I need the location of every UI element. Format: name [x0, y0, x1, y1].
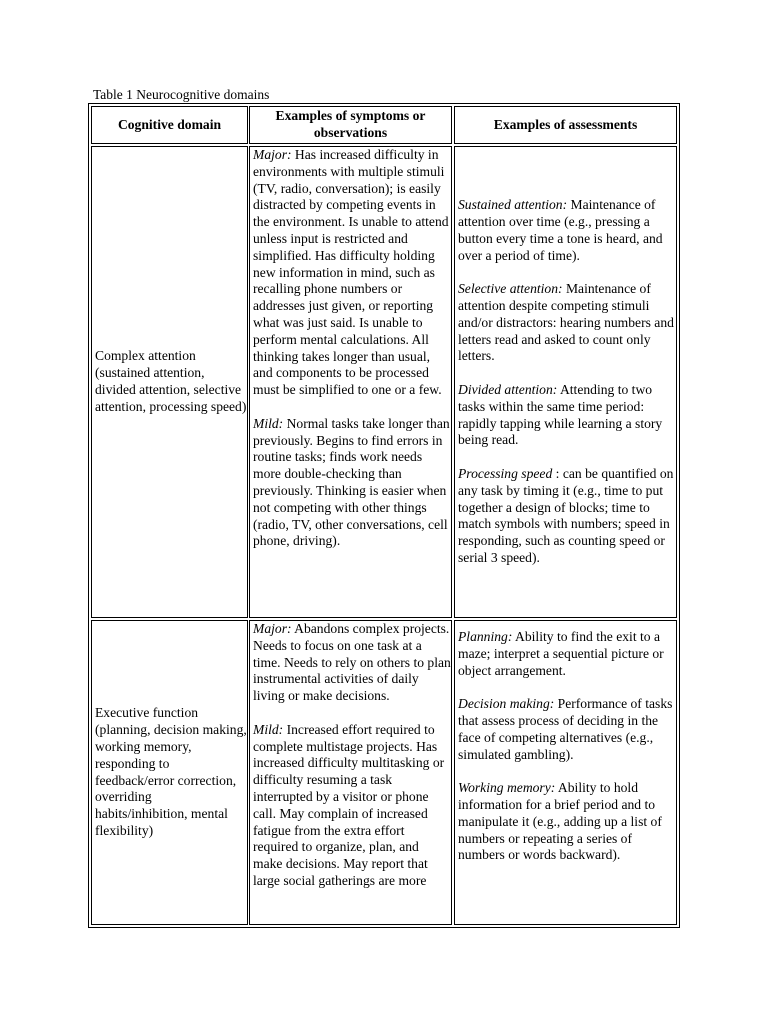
- assessment-item: [458, 696, 676, 763]
- row2-domain-cell: [91, 620, 248, 925]
- assessment-label: Working memory:: [458, 780, 556, 796]
- domain-text: Executive function (planning, decision making, working memory, responding to feedback/error correction, overriding habits/inhibition, mental flexibility): [95, 705, 247, 838]
- assessment-item: [458, 197, 676, 264]
- symptom-mild: [253, 416, 451, 550]
- symptom-label: Major:: [253, 621, 292, 636]
- assessment-item: [458, 629, 676, 679]
- symptom-label: Mild:: [253, 415, 284, 431]
- symptom-major: [253, 147, 451, 399]
- row2-symptoms-cell: [249, 620, 452, 925]
- symptom-text: Has increased difficulty in environments with multiple stimuli (TV, radio, conversation); is easily distracted by competing events in the environment. Is unable to attend unless input is restricted and simplified. Has difficulty holding new information in mind, such as recalling phone numbers or addresses just given, or reporting what was just said. Is unable to perform mental calculations. All thinking takes longer than usual, and components to be processed must be simplified to one or a few.: [253, 147, 449, 398]
- symptom-major: [253, 621, 451, 705]
- assessment-text: Ability to find the exit to a maze; interpret a sequential picture or object arrangement.: [458, 629, 664, 678]
- symptom-mild: [253, 722, 451, 890]
- assessment-label: Divided attention:: [458, 382, 558, 397]
- symptom-text: Normal tasks take longer than previously. Begins to find errors in routine tasks; finds work needs more double-checking than previously. Thinking is easier when not competing with other things (radio, TV, other conversations, cell phone, driving).: [253, 415, 450, 549]
- header-cognitive-domain: [91, 106, 248, 144]
- assessment-text: Ability to hold information for a brief period and to manipulate it (e.g., adding up a list of numbers or repeating a series of numbers or words backward).: [458, 780, 662, 863]
- assessment-item: [458, 382, 676, 449]
- row2-assessments-cell: [454, 620, 677, 925]
- assessment-label: Planning:: [458, 629, 513, 644]
- symptom-text: Abandons complex projects. Needs to focus on one task at a time. Needs to rely on others to plan instrumental activities of daily living or make decisions.: [253, 621, 451, 704]
- assessment-label: Processing speed: [458, 465, 553, 481]
- assessment-text: : can be quantified on any task by timing it (e.g., time to put together a design of blocks; time to match symbols with numbers; speed in responding, such as counting speed or serial 3 speed).: [458, 465, 674, 565]
- assessment-label: Decision making:: [458, 696, 555, 712]
- assessment-label: Sustained attention:: [458, 197, 568, 213]
- header-assessments: [454, 106, 677, 144]
- assessment-list: [458, 197, 676, 567]
- row1-symptoms-cell: [249, 146, 452, 618]
- header-label: Examples of assessments: [493, 116, 638, 132]
- assessment-text: Maintenance of attention over time (e.g., pressing a button every time a tone is heard, and over a period of time).: [458, 197, 663, 263]
- symptom-label: Mild:: [253, 721, 284, 737]
- assessment-item: [458, 466, 676, 567]
- assessment-item: [458, 780, 676, 864]
- table-caption: Table 1 Neurocognitive domains: [93, 87, 270, 102]
- domain-text: Complex attention (sustained attention, divided attention, selective attention, processing speed): [95, 348, 247, 414]
- assessment-label: Selective attention:: [458, 281, 563, 297]
- symptom-text: Increased effort required to complete multistage projects. Has increased difficulty multitasking or difficulty resuming a task interrupted by a visitor or phone call. May complain of increased fatigue from the extra effort required to organize, plan, and make decisions. May report that large social gatherings are more: [253, 721, 445, 888]
- assessment-text: Performance of tasks that assess process of deciding in the face of competing alternatives (e.g., simulated gambling).: [458, 696, 673, 762]
- header-symptoms: [249, 106, 452, 144]
- assessment-item: [458, 281, 676, 365]
- symptom-label: Major:: [253, 147, 292, 162]
- assessment-text: Attending to two tasks within the same time period: rapidly tapping while learning a story being read.: [458, 382, 663, 448]
- header-label: Cognitive domain: [117, 116, 222, 132]
- row1-domain-cell: [91, 146, 248, 618]
- assessment-text: Maintenance of attention despite competing stimuli and/or distractors: hearing numbers and letters read and asked to count only letters.: [458, 281, 674, 364]
- row1-assessments-cell: [454, 146, 677, 618]
- header-label: Examples of symptoms or observations: [275, 108, 426, 140]
